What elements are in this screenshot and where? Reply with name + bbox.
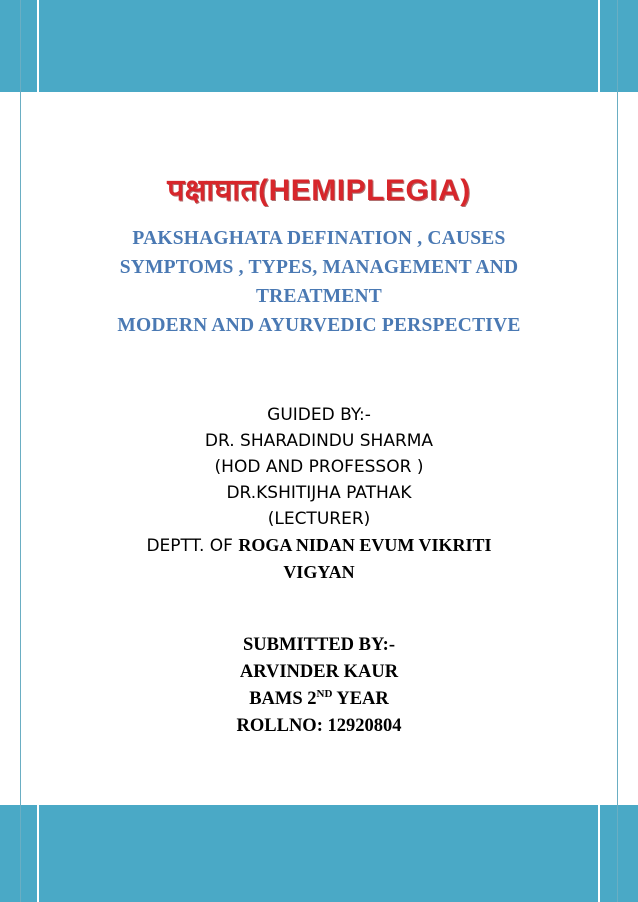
guide1-role: (HOD AND PROFESSOR )	[214, 457, 424, 477]
guide2-name: DR.KSHITIJHA PATHAK	[226, 483, 412, 503]
subtitle-block	[0, 224, 638, 340]
department-name-cont: VIGYAN	[283, 562, 355, 582]
page-title: पक्षाघात(HEMIPLEGIA)	[167, 174, 471, 207]
cover-content	[0, 92, 638, 805]
top-band	[0, 0, 638, 92]
course-line	[0, 686, 638, 713]
subtitle-line: SYMPTOMS , TYPES, MANAGEMENT AND	[119, 257, 519, 278]
submitted-by-block	[0, 632, 638, 740]
course-superscript: ND	[316, 687, 333, 700]
guide1-name: DR. SHARADINDU SHARMA	[204, 431, 434, 451]
department-name: ROGA NIDAN EVUM VIKRITI	[238, 535, 492, 555]
subtitle-line: PAKSHAGHATA DEFINATION , CAUSES	[132, 228, 506, 249]
subtitle-line: TREATMENT	[255, 286, 383, 307]
guide2-role: (LECTURER)	[267, 509, 371, 529]
department-prefix: DEPTT. OF	[146, 536, 239, 556]
bottom-band	[0, 805, 638, 902]
student-name: ARVINDER KAUR	[239, 662, 399, 682]
guided-heading: GUIDED BY:-	[267, 405, 371, 425]
submitted-heading: SUBMITTED BY:-	[243, 635, 395, 655]
subtitle-line: MODERN AND AYURVEDIC PERSPECTIVE	[117, 315, 521, 336]
course-prefix: BAMS 2	[249, 689, 317, 709]
guided-by-block	[0, 402, 638, 585]
roll-number: ROLLNO: 12920804	[236, 716, 402, 736]
course-suffix: YEAR	[332, 689, 389, 709]
department-line	[0, 532, 638, 559]
